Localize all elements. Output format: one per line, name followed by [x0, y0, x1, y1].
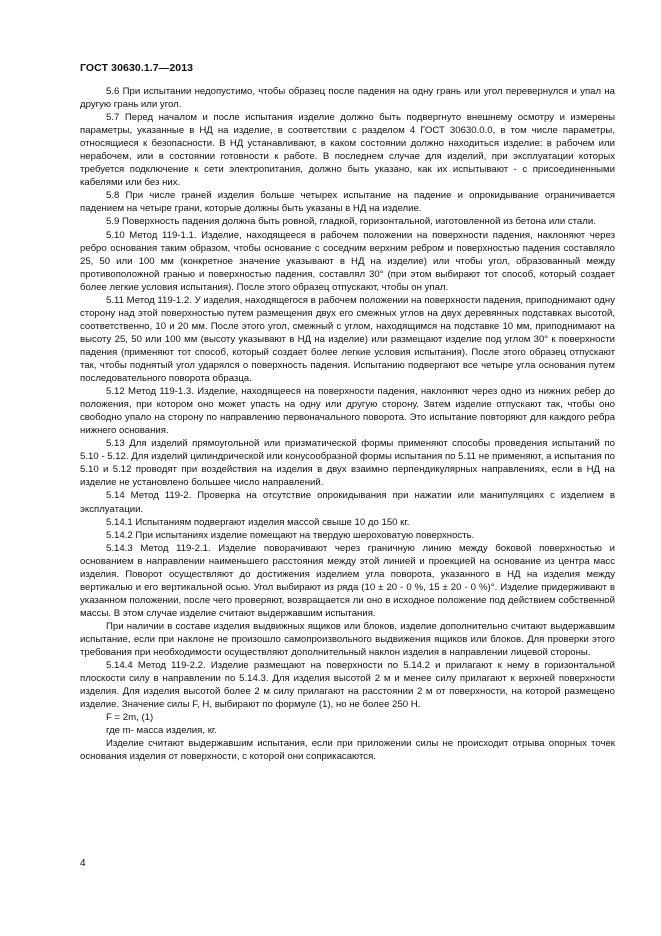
- document-header: ГОСТ 30630.1.7—2013: [80, 62, 194, 74]
- paragraph-5-9: 5.9 Поверхность падения должна быть ровной, гладкой, горизонтальной, изготовленной из бетона или стали.: [106, 216, 596, 228]
- page-number: 4: [80, 858, 86, 869]
- paragraph-5-14: 5.14 Метод 119-2. Проверка на отсутствие опрокидывания при нажатии или манипуляциях с изделием в эксплуатации.: [80, 490, 615, 515]
- document-body: [80, 85, 615, 763]
- paragraph-5-13: 5.13 Для изделий прямоугольной или призматической формы применяют способы проведения испытаний по 5.10 - 5.12. Для изделий цилиндрической или конусообразной формы испытания по 5.11 не применяют, а испытания по 5.10 и 5.12 проводят при воздействия на изделия в двух взаимно перпендикулярных направлениях, если в НД на изделие не установлено большее число направлений.: [80, 438, 615, 489]
- paragraph-5-14-1: 5.14.1 Испытаниям подвергают изделия массой свыше 10 до 150 кг.: [106, 516, 410, 528]
- paragraph-5-14-2: 5.14.2 При испытаниях изделие помещают на твердую шероховатую поверхность.: [106, 529, 475, 541]
- paragraph-5-14-3: 5.14.3 Метод 119-2.1. Изделие поворачивают через граничную линию между боковой поверхностью и основанием в направлении наименьшего расстояния между этой линией и проекцией на основание из центра масс изделия. Поворот осуществляют до достижения изделием угла поворота, указанного в НД на изделия между вертикалью и его вертикальной осью. Угол выбирают из ряда (10 ± 20 - 0 %, 15 ± 20 - 0 %)°. Изделие придерживают в указанном положении, после чего проверяют, возвращается ли оно в исходное положение под действием собственной массы. В этом случае изделие считают выдержавшим испытания.: [80, 542, 615, 619]
- paragraph-5-6: 5.6 При испытании недопустимо, чтобы образец после падения на одну грань или угол перевернулся и упал на другую грань или угол.: [80, 86, 615, 111]
- paragraph-5-10: 5.10 Метод 119-1.1. Изделие, находящееся в рабочем положении на поверхности падения, наклоняют через ребро основания таким образом, чтобы основание с соседним верхним ребром и поверхностью падения составляло 25, 50 или 100 мм (конкретное значение указывают в НД на изделие) или чтобы угол, образованный между противоположной гранью и поверхностью падения, составлял 30° (при этом выбирают тот способ, который создает более легкие условия испытания). После этого образец отпускают, чтобы он упал.: [80, 229, 615, 293]
- paragraph-5-14-4: 5.14.4 Метод 119-2.2. Изделие размещают на поверхности по 5.14.2 и прилагают к нему в горизонтальной плоскости силу в направлении по 5.14.3. Для изделия высотой 2 м и менее силу прилагают к верхней поверхности изделия. Для изделия высотой более 2 м силу прилагают на расстоянии 2 м от поверхности, на которой размещено изделие. Значение силы F, Н, выбирают по формуле (1), но не более 250 Н.: [80, 660, 615, 711]
- paragraph-5-7: 5.7 Перед началом и после испытания изделие должно быть подвергнуто внешнему осмотру и измерены параметры, указанные в НД на изделие, в соответствии с разделом 4 ГОСТ 30630.0.0, в том числе параметры, относящиеся к безопасности. В НД устанавливают, в каком состоянии должно находиться изделие: в рабочем или нерабочем, или в состоянии готовности к работе. В последнем случае для изделий, при эксплуатации которых требуется подключение к сети электропитания, должно быть указано, как их испытывают - с присоединенными кабелями или без них.: [80, 112, 615, 189]
- formula-legend: где m- масса изделия, кг.: [106, 725, 217, 737]
- paragraph-5-11: 5.11 Метод 119-1.2. У изделия, находящегося в рабочем положении на поверхности падения, приподнимают одну сторону над этой поверхностью путем размещения двух его смежных углов на двух деревянных подставках высотой, соответственно, 10 и 20 мм. После этого угол, смежный с углом, находящимся на подставке 10 мм, приподнимают на высоту 25, 50 или 100 мм (высоту указывают в НД на изделие) или размещают изделие под углом 30° к поверхности падения (применяют тот способ, который создает более легкие условия испытания). После этого образец отпускают так, чтобы поднятый угол ударялся о поверхность падения. Испытанию подвергают все четыре угла основания путем последовательного поворота образца.: [80, 294, 615, 385]
- paragraph-5-8: 5.8 При числе граней изделия больше четырех испытание на падение и опрокидывание ограничивается падением на четыре грани, которые должны быть указаны в НД на изделие.: [80, 190, 615, 215]
- paragraph-drawers-note: При наличии в составе изделия выдвижных ящиков или блоков, изделие дополнительно считают выдержавшим испытание, если при наклоне не произошло самопроизвольного выдвижения ящиков или блоков. Для проверки этого требования при необходимости осуществляют дополнительный наклон изделия в направлении лицевой стороны.: [80, 620, 615, 659]
- paragraph-5-12: 5.12 Метод 119-1.3. Изделие, находящееся на поверхности падения, наклоняют через одно из нижних ребер до положения, при котором оно может упасть на одну или другую сторону. Затем изделие отпускают так, чтобы оно свободно упало на сторону по направлению первоначального поворота. Это испытание повторяют для каждого ребра нижнего основания.: [80, 386, 615, 437]
- paragraph-conclusion: Изделие считают выдержавшим испытания, если при приложении силы не происходит отрыва опорных точек основания изделия от поверхности, с которой они соприкасаются.: [80, 738, 615, 763]
- formula-1: F = 2m, (1): [106, 712, 154, 724]
